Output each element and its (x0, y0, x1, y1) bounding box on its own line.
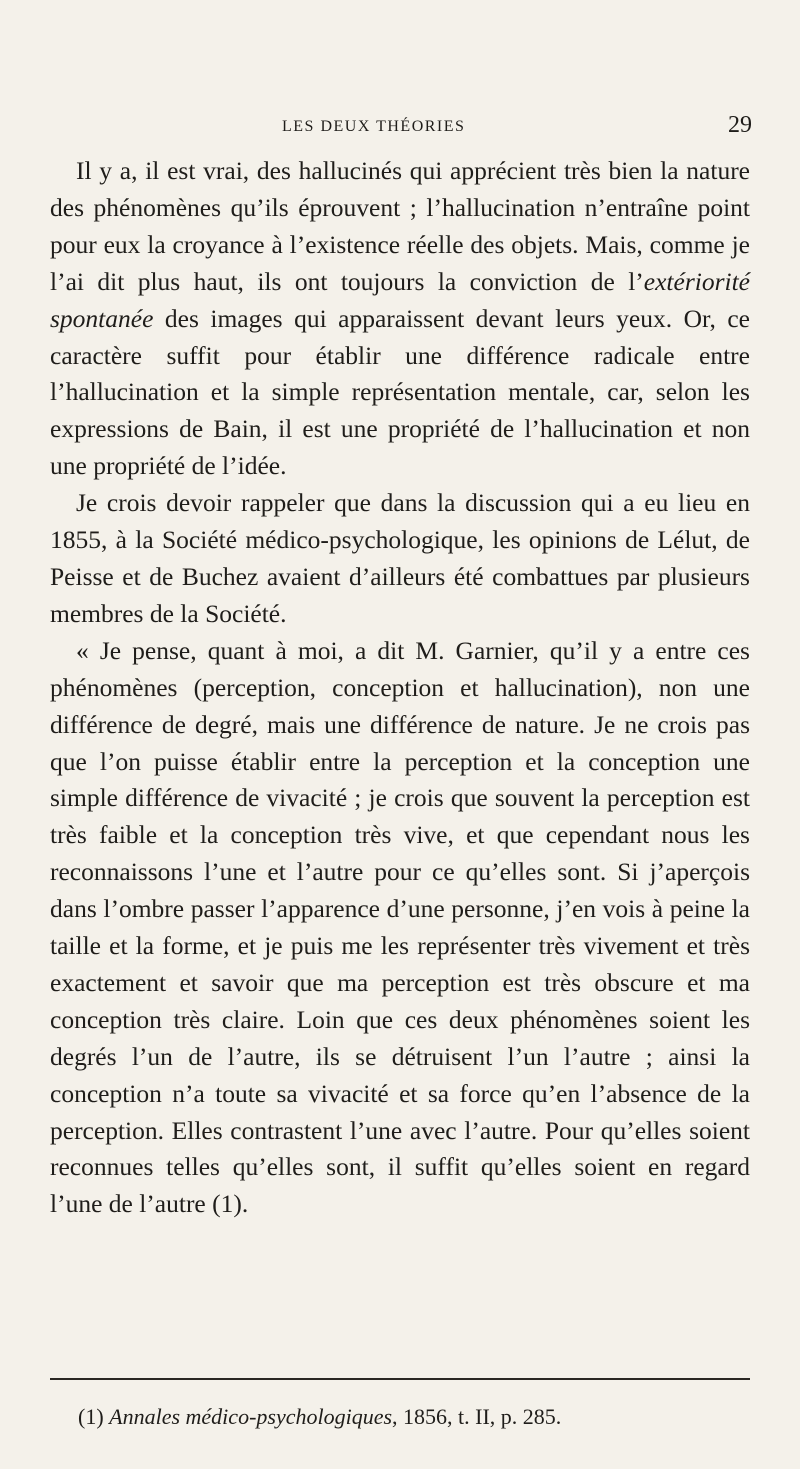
page-number: 29 (728, 112, 752, 138)
italic-phrase: extériorité spontanée (50, 266, 750, 333)
footnote-source-title: Annales médico-psychologiques (109, 1404, 393, 1429)
text-run: des images qui apparaissent devant leurs yeux. Or, ce caractère suffit pour établir une différence radicale entre l’hallucination et la simple représentation mentale, car, selon les expressions de Bain, il est une propriété de l’hallucination et non une propriété de l’idée. (50, 303, 750, 481)
footnote (78, 1404, 561, 1430)
paragraph-quotation (50, 633, 750, 1224)
footnote-divider (50, 1378, 750, 1380)
text-run: Il y a, il est vrai, des hallucinés qui apprécient très bien la nature des phénomènes qu’ils éprouvent ; l’hallucination n’entraîne point pour eux la croyance à l’existence réelle des objets. Mais, comme je l’ai dit plus haut, ils ont toujours la conviction de l’ (50, 156, 750, 296)
footnote-marker: (1) (78, 1404, 104, 1429)
text-run: Je crois devoir rappeler que dans la discussion qui a eu lieu en 1855, à la Société médico-psychologique, les opinions de Lélut, de Peisse et de Buchez avaient d’ailleurs été combattues par plusieurs membres de la Société. (50, 488, 750, 628)
paragraph (50, 153, 750, 485)
body-text (50, 153, 750, 1223)
running-title: LES DEUX THÉORIES (282, 118, 466, 135)
footnote-citation: , 1856, t. II, p. 285. (392, 1404, 562, 1429)
paragraph (50, 485, 750, 633)
running-header (50, 112, 752, 144)
text-run: « Je pense, quant à moi, a dit M. Garnier, qu’il y a entre ces phénomènes (perception, conception et hallucination), non une différence de degré, mais une différence de nature. Je ne crois pas que l’on puisse établir entre la perception et la conception une simple différence de vivacité ; je crois que souvent la perception est très faible et la conception très vive, et que cependant nous les reconnaissons l’une et l’autre pour ce qu’elles sont. Si j’aperçois dans l’ombre passer l’apparence d’une personne, j’en vois à peine la taille et la forme, et je puis me les représenter très vivement et très exactement et savoir que ma perception est très obscure et ma conception très claire. Loin que ces deux phénomènes soient les degrés l’un de l’autre, ils se détruisent l’un l’autre ; ainsi la conception n’a toute sa vivacité et sa force qu’en l’absence de la perception. Elles contrastent l’une avec l’autre. Pour qu’elles soient reconnues telles qu’elles sont, il suffit qu’elles soient en regard l’une de l’autre (1). (50, 635, 750, 1219)
